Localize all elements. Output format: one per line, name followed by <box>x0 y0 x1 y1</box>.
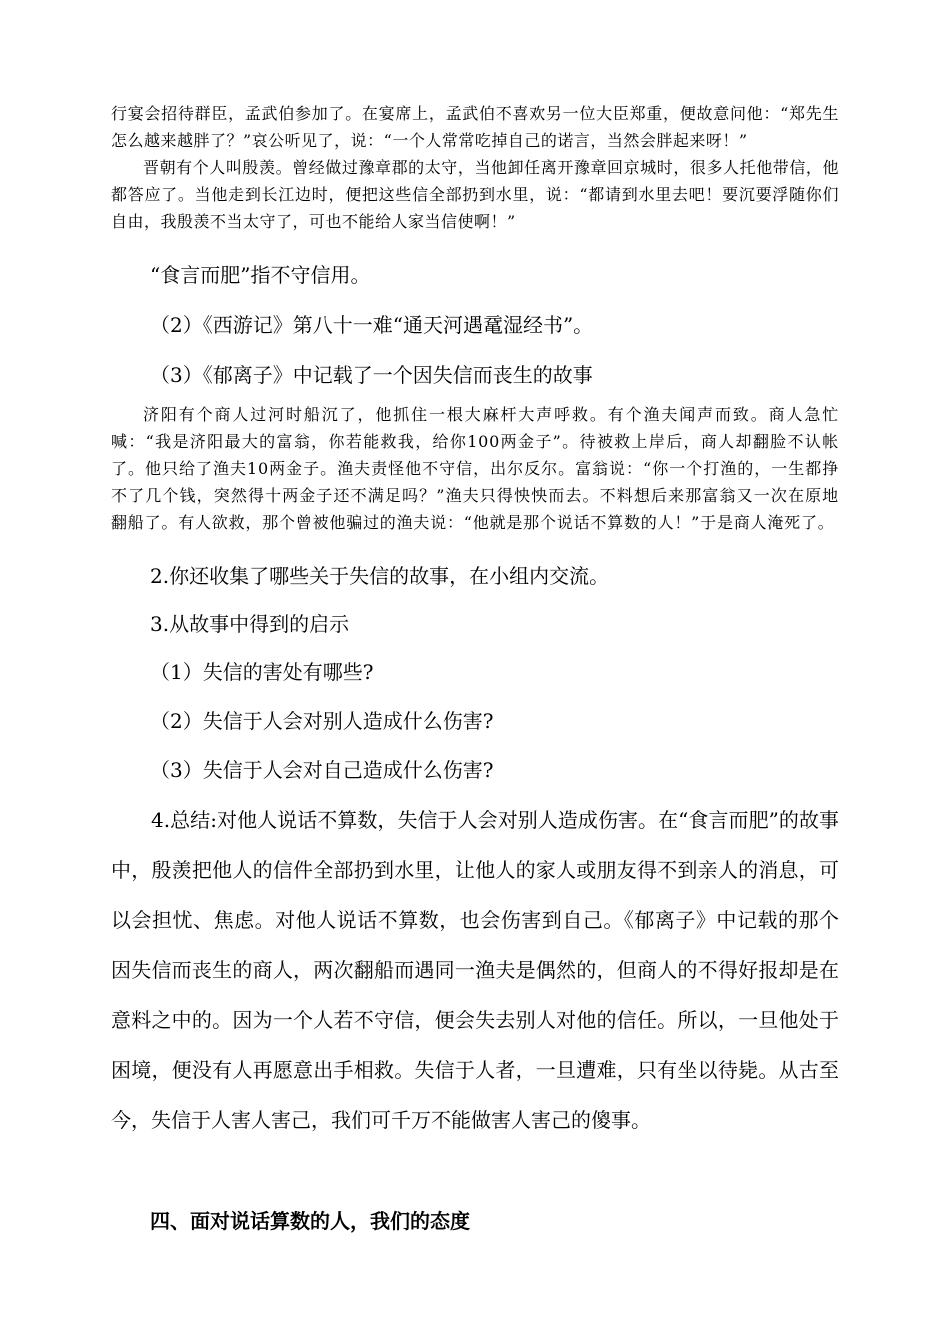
question-3-2: （2）失信于人会对别人造成什么伤害? <box>150 709 494 733</box>
summary-paragraph: 4.总结:对他人说话不算数，失信于人会对别人造成伤害。在“食言而肥”的故事中，殷羡把他人的信件全部扔到水里，让他人的家人或朋友得不到亲人的消息，可以会担忧、焦虑。对他人说话不算数，也会伤害到自己。《郁离子》中记载的那个因失信而丧生的商人，两次翻船而遇同一渔夫是偶然的，但商人的不得好报却是在意料之中的。因为一个人若不守信，便会失去别人对他的信任。所以，一旦他处于困境，便没有人再愿意出手相救。失信于人者，一旦遭难，只有坐以待毙。从古至今，失信于人害人害己，我们可千万不能做害人害己的傻事。 <box>111 808 839 1132</box>
story-paragraph-yin-xian: 晋朝有个人叫殷羡。曾经做过豫章郡的太守，当他卸任离开豫章回京城时，很多人托他带信，他都答应了。当他走到长江边时，便把这些信全部扔到水里，说：“都请到水里去吧！要沉要浮随你们自由，我殷羡不当太守了，可也不能给人家当信使啊！” <box>111 158 839 231</box>
example-item-yulizi: （3）《郁离子》中记载了一个因失信而丧生的故事 <box>150 363 593 387</box>
story-paragraph-meng-wubo: 行宴会招待群臣，孟武伯参加了。在宴席上，孟武伯不喜欢另一位大臣郑重，便故意问他：“郑先生怎么越来越胖了？”哀公听见了，说：“一个人常常吃掉自己的诺言，当然会胖起来呀！” <box>111 104 839 150</box>
story-paragraph-merchant: 济阳有个商人过河时船沉了，他抓住一根大麻杆大声呼救。有个渔夫闻声而致。商人急忙喊：“我是济阳最大的富翁，你若能救我，给你100两金子”。待被救上岸后，商人却翻脸不认帐了。他只给了渔夫10两金子。渔夫责怪他不守信，出尔反尔。富翁说：“你一个打渔的，一生都挣不了几个钱，突然得十两金子还不满足吗？”渔夫只得怏怏而去。不料想后来那富翁又一次在原地翻船了。有人欲救，那个曾被他骗过的渔夫说：“他就是那个说话不算数的人！”于是商人淹死了。 <box>111 405 839 532</box>
question-3: 3.从故事中得到的启示 <box>150 612 350 636</box>
question-3-1: （1）失信的害处有哪些? <box>150 660 374 684</box>
example-item-xiyouji: （2）《西游记》第八十一难“通天河遇鼋湿经书”。 <box>150 313 594 337</box>
question-3-3: （3）失信于人会对自己造成什么伤害? <box>150 758 494 782</box>
question-2: 2.你还收集了哪些关于失信的故事，在小组内交流。 <box>150 564 610 588</box>
story-jiyang-merchant <box>111 401 839 536</box>
idiom-meaning: “食言而肥”指不守信用。 <box>150 263 371 287</box>
section-heading: 四、面对说话算数的人，我们的态度 <box>150 1209 470 1233</box>
story-shiyan-erfei <box>111 100 839 235</box>
